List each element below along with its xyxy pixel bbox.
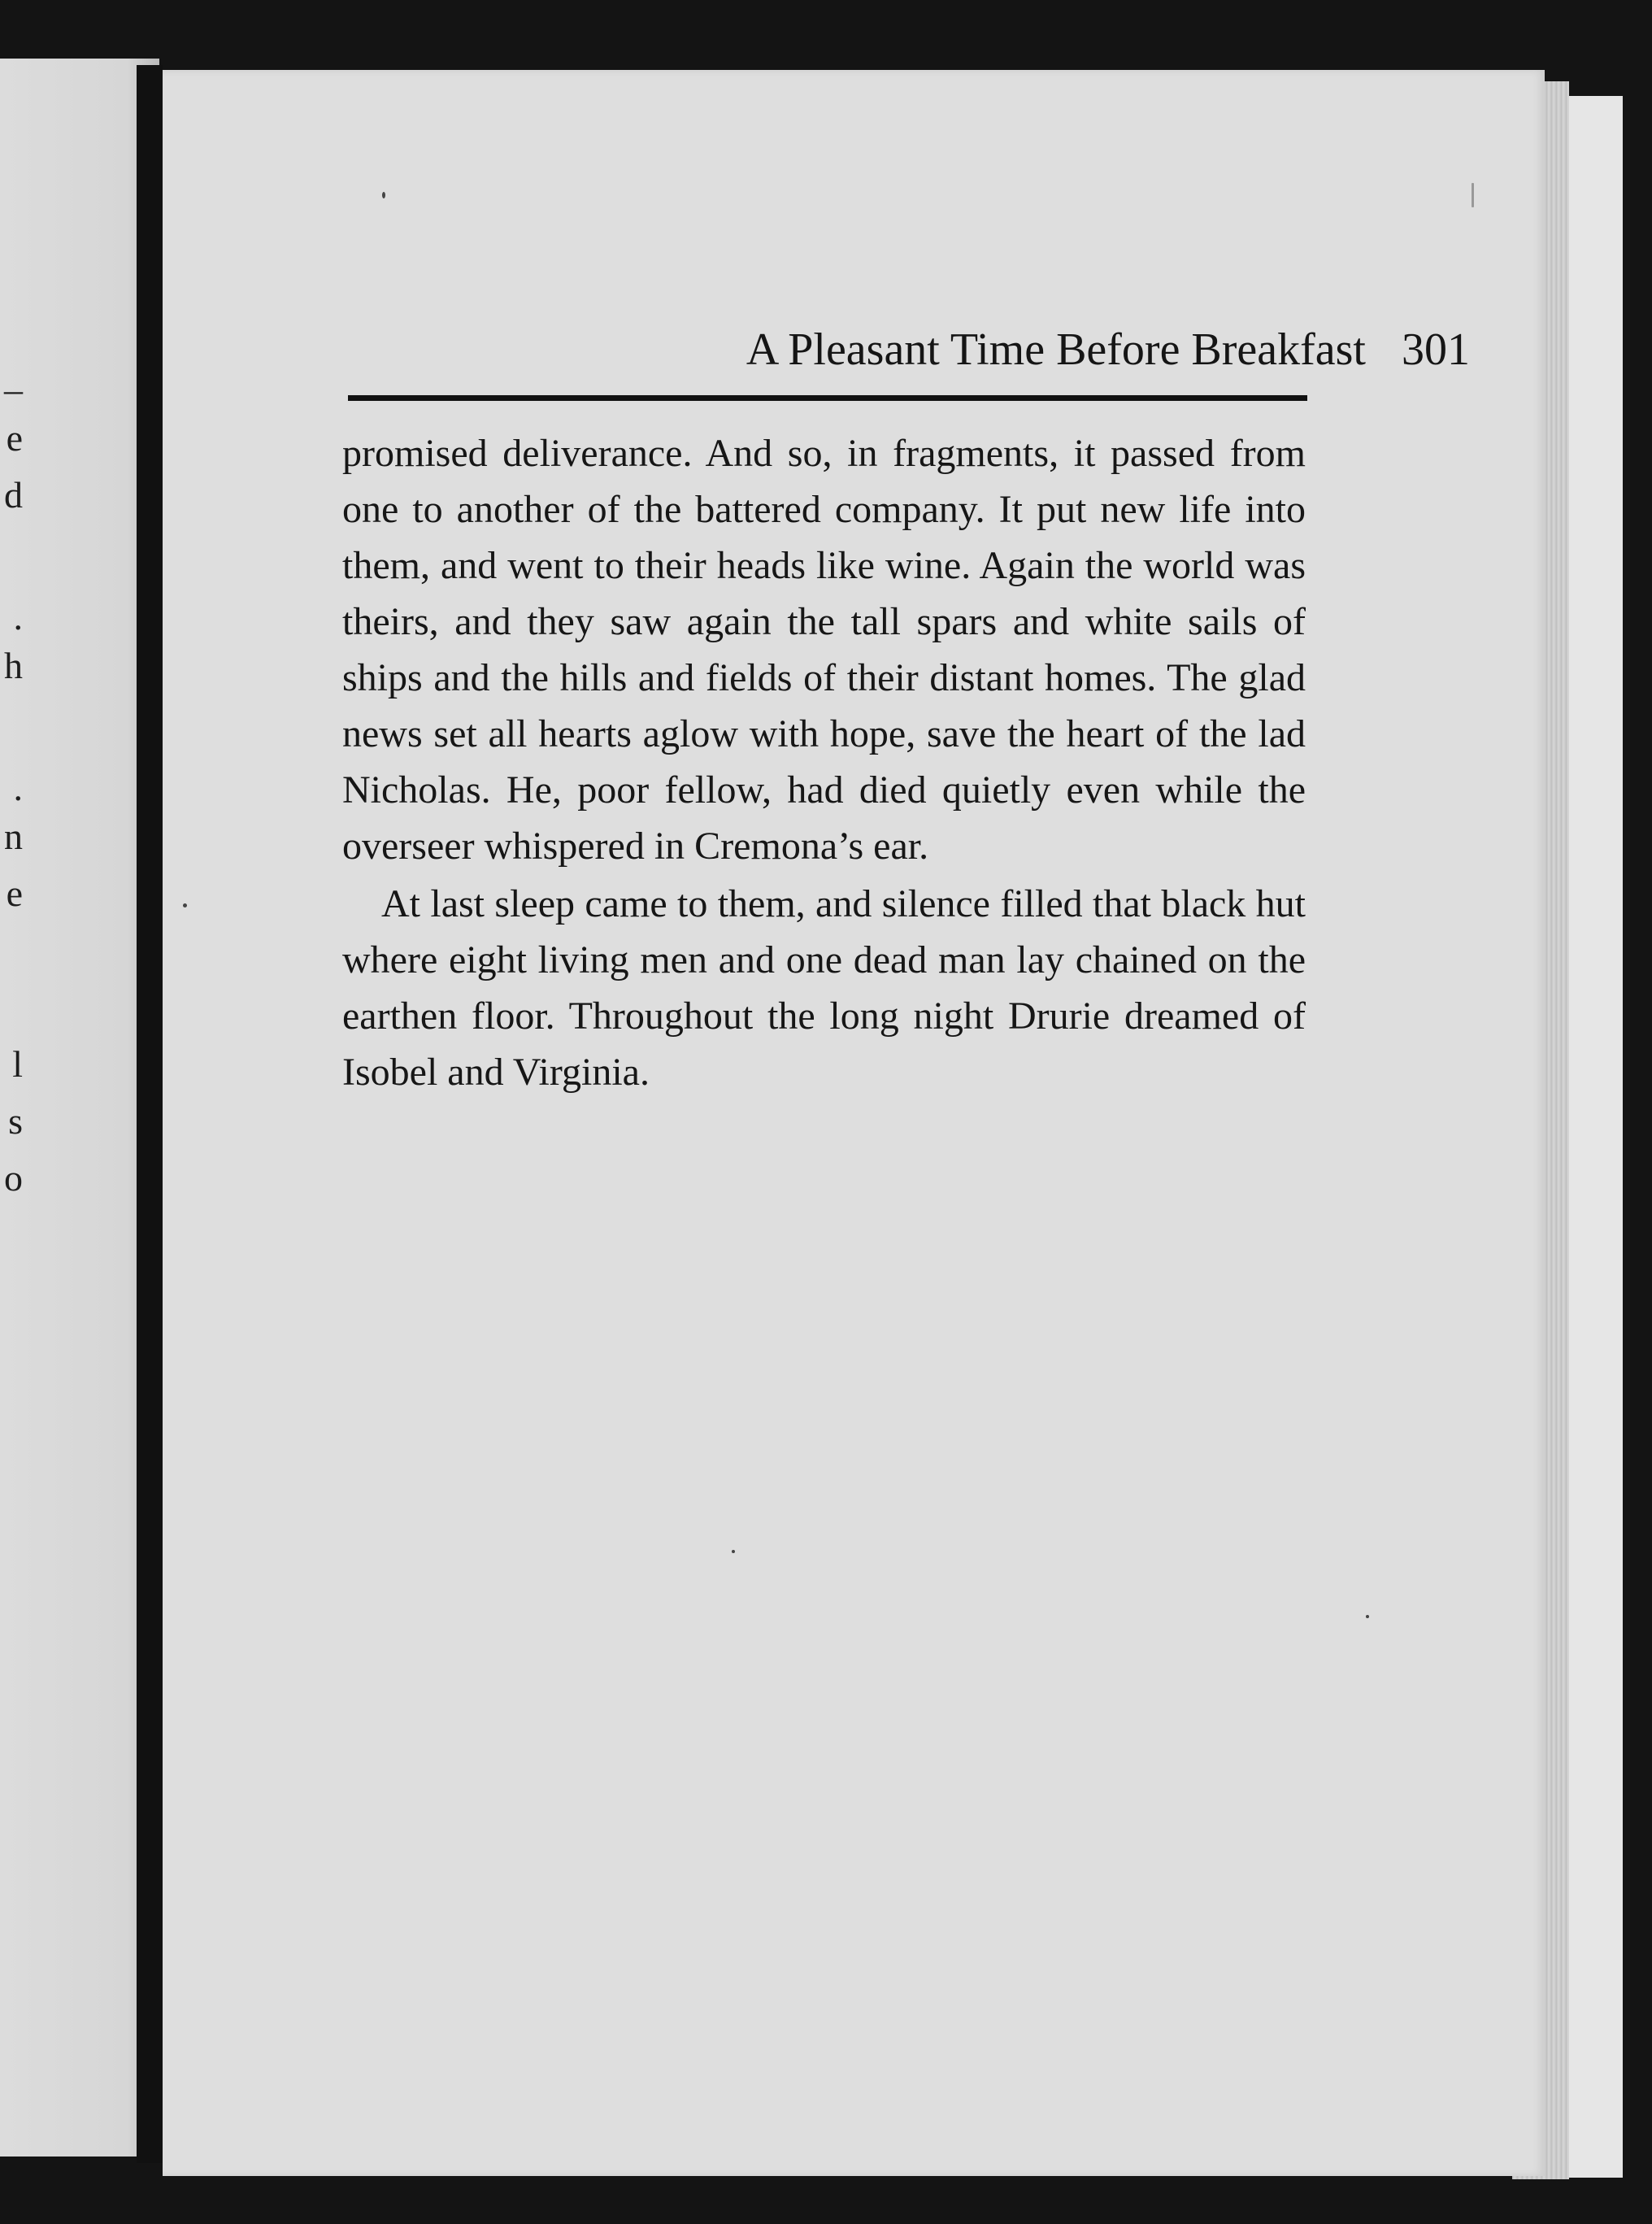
running-head xyxy=(348,324,1470,385)
facing-page-fragment: . xyxy=(13,767,23,808)
facing-page-fragment: e xyxy=(6,417,23,459)
scan-speck xyxy=(732,1550,735,1553)
page-number: 301 xyxy=(1402,324,1470,375)
scan-speck xyxy=(382,192,385,198)
body-text xyxy=(342,425,1306,1100)
facing-page-fragment: e xyxy=(6,873,23,914)
facing-page-fragment: h xyxy=(4,645,23,686)
facing-page-fragment: n xyxy=(4,816,23,857)
facing-page xyxy=(0,59,159,2157)
facing-page-fragment: – xyxy=(4,368,23,410)
facing-page-fragment: d xyxy=(4,474,23,516)
book-gutter xyxy=(137,65,163,2163)
header-rule xyxy=(348,395,1307,401)
scan-speck xyxy=(183,903,187,907)
facing-page-fragment: s xyxy=(8,1100,23,1142)
scan-speck xyxy=(1366,1615,1369,1618)
paragraph: promised deliverance. And so, in fragments, it passed from one to another of the battered company. It put new life into them, and went to their heads like wine. Again the world was theirs, and they saw again the tall spars and white sails of ships and the hills and fields of their distant homes. The glad news set all hearts aglow with hope, save the heart of the lad Nicholas. He, poor fellow, had died quietly even while the overseer whispered in Cremona’s ear. xyxy=(342,432,1306,868)
back-cover-edge xyxy=(1569,96,1623,2178)
facing-page-fragment: o xyxy=(4,1157,23,1199)
facing-page-fragment: l xyxy=(12,1043,23,1085)
facing-page-fragment: . xyxy=(13,596,23,638)
running-head-title: A Pleasant Time Before Breakfast xyxy=(746,324,1366,375)
page xyxy=(163,70,1545,2176)
scan-speck xyxy=(1472,183,1474,207)
paragraph: At last sleep came to them, and silence filled that black hut where eight living men and one dead man lay chained on the earthen floor. Throughout the long night Drurie dreamed of Isobel and Virginia. xyxy=(342,882,1306,1094)
